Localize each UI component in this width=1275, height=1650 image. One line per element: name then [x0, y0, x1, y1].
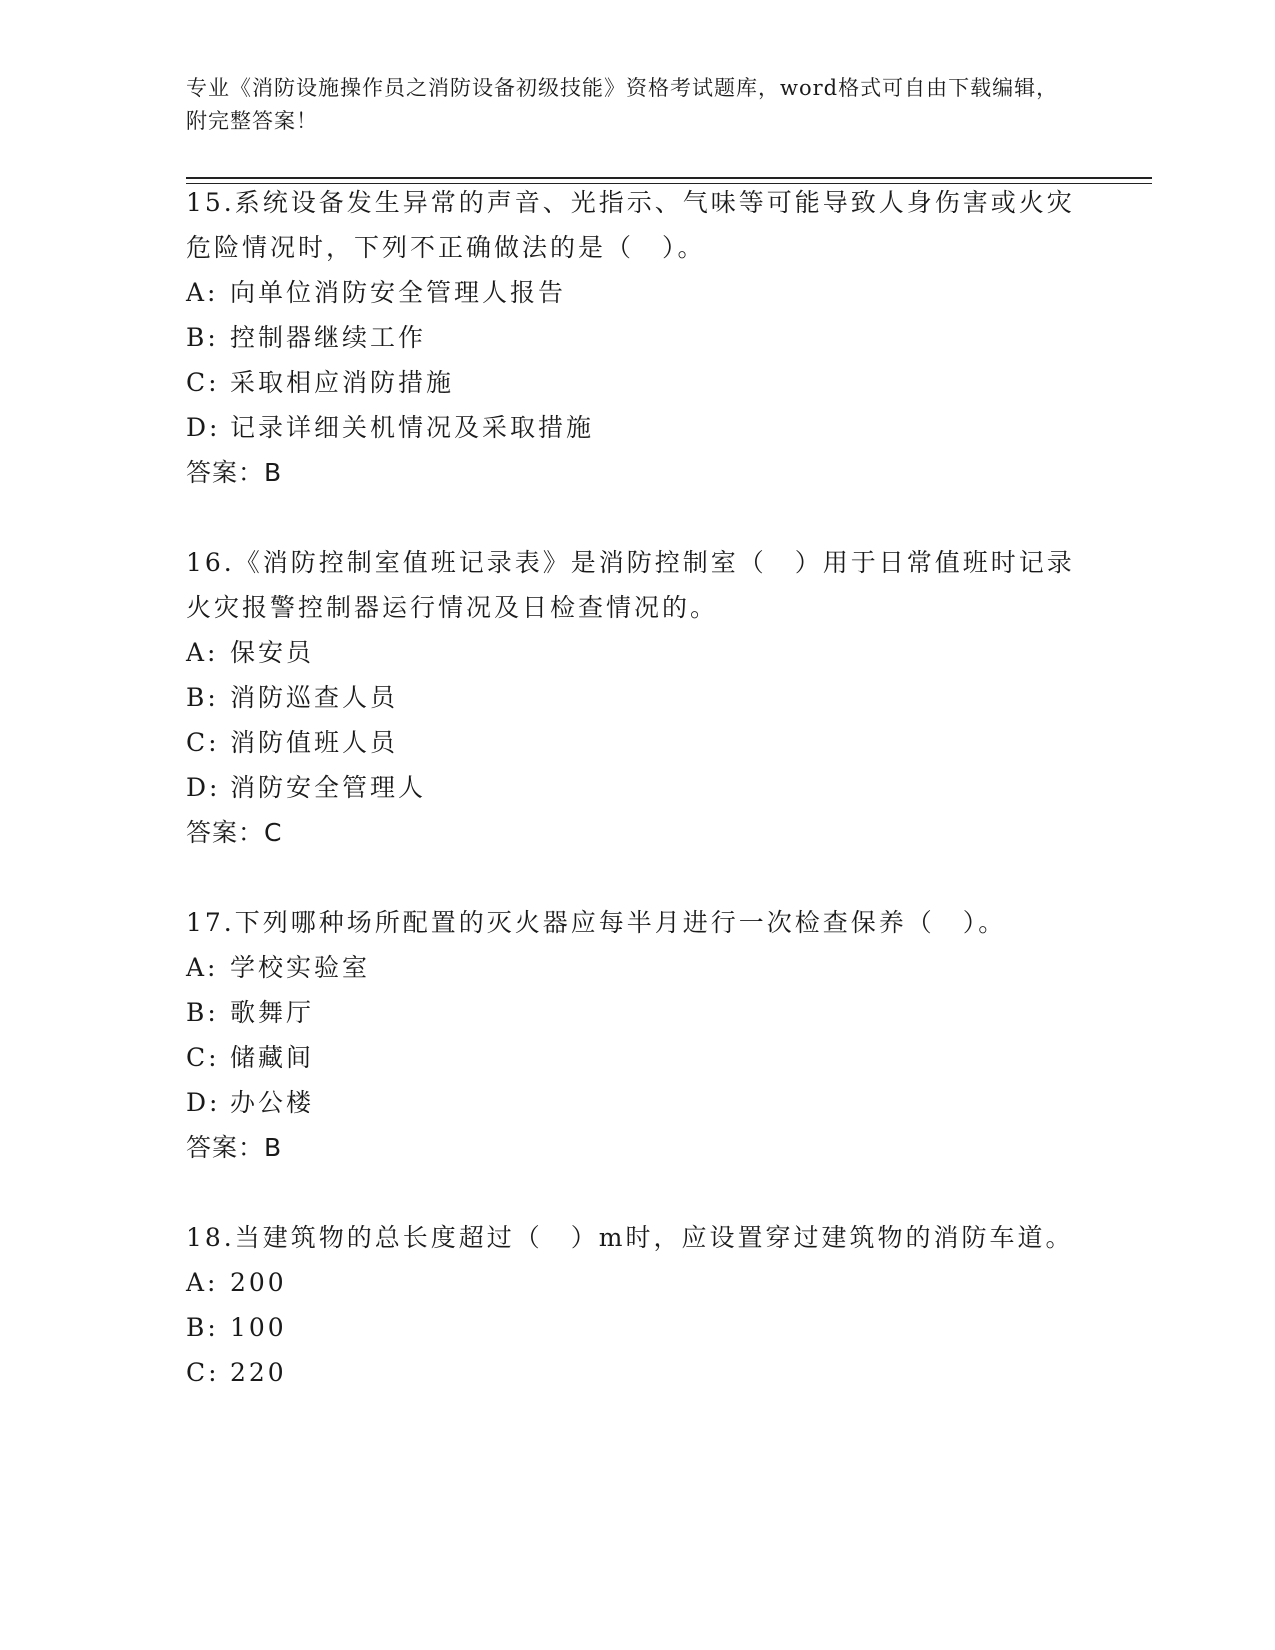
option-key: A: — [186, 1268, 219, 1297]
option-text: 100 — [230, 1313, 287, 1342]
question-stem: 18.当建筑物的总长度超过（ ）m时，应设置穿过建筑物的消防车道。 — [186, 1223, 1074, 1252]
option-key: B: — [186, 1313, 219, 1342]
option-b — [186, 1305, 1086, 1350]
option-text: 保安员 — [230, 638, 315, 667]
option-key: C: — [186, 1358, 220, 1387]
answer-line: 答案：C — [186, 818, 283, 847]
option-key: C: — [186, 728, 220, 757]
option-key: D: — [186, 1088, 221, 1117]
option-text: 消防值班人员 — [230, 728, 399, 757]
answer-line: 答案：B — [186, 458, 283, 487]
option-key: C: — [186, 1043, 220, 1072]
option-a — [186, 270, 1086, 315]
option-c — [186, 1350, 1086, 1395]
document-description: 专业《消防设施操作员之消防设备初级技能》资格考试题库，word格式可自由下载编辑，附完整答案！ — [186, 76, 1059, 133]
option-c — [186, 360, 1086, 405]
option-key: B: — [186, 998, 219, 1027]
option-b — [186, 315, 1086, 360]
option-text: 采取相应消防措施 — [230, 368, 455, 397]
option-text: 200 — [230, 1268, 287, 1297]
question-16 — [186, 540, 1086, 855]
option-key: A: — [186, 278, 219, 307]
option-a — [186, 630, 1086, 675]
option-text: 控制器继续工作 — [230, 323, 427, 352]
option-text: 办公楼 — [230, 1088, 315, 1117]
option-text: 向单位消防安全管理人报告 — [230, 278, 567, 307]
option-key: A: — [186, 638, 219, 667]
option-a — [186, 1260, 1086, 1305]
option-text: 消防安全管理人 — [230, 773, 427, 802]
option-b — [186, 675, 1086, 720]
option-text: 消防巡查人员 — [230, 683, 399, 712]
question-stem: 15.系统设备发生异常的声音、光指示、气味等可能导致人身伤害或火灾危险情况时，下列不正确做法的是（ ）。 — [186, 188, 1075, 262]
question-stem: 16.《消防控制室值班记录表》是消防控制室（ ）用于日常值班时记录火灾报警控制器运行情况及日检查情况的。 — [186, 548, 1075, 622]
question-17 — [186, 900, 1086, 1170]
question-18 — [186, 1215, 1086, 1395]
option-text: 记录详细关机情况及采取措施 — [230, 413, 595, 442]
option-c — [186, 1035, 1086, 1080]
option-d — [186, 765, 1086, 810]
option-key: D: — [186, 413, 221, 442]
header-divider — [186, 177, 1152, 179]
question-stem: 17.下列哪种场所配置的灭火器应每半月进行一次检查保养（ ）。 — [186, 908, 1007, 937]
option-d — [186, 1080, 1086, 1125]
option-text: 歌舞厅 — [230, 998, 315, 1027]
option-a — [186, 945, 1086, 990]
question-15 — [186, 180, 1086, 495]
answer-line: 答案：B — [186, 1133, 283, 1162]
option-b — [186, 990, 1086, 1035]
option-key: D: — [186, 773, 221, 802]
option-key: B: — [186, 323, 219, 352]
option-text: 学校实验室 — [230, 953, 371, 982]
option-key: C: — [186, 368, 220, 397]
option-text: 220 — [230, 1358, 287, 1387]
option-d — [186, 405, 1086, 450]
option-text: 储藏间 — [230, 1043, 315, 1072]
option-key: A: — [186, 953, 219, 982]
option-c — [186, 720, 1086, 765]
option-key: B: — [186, 683, 219, 712]
